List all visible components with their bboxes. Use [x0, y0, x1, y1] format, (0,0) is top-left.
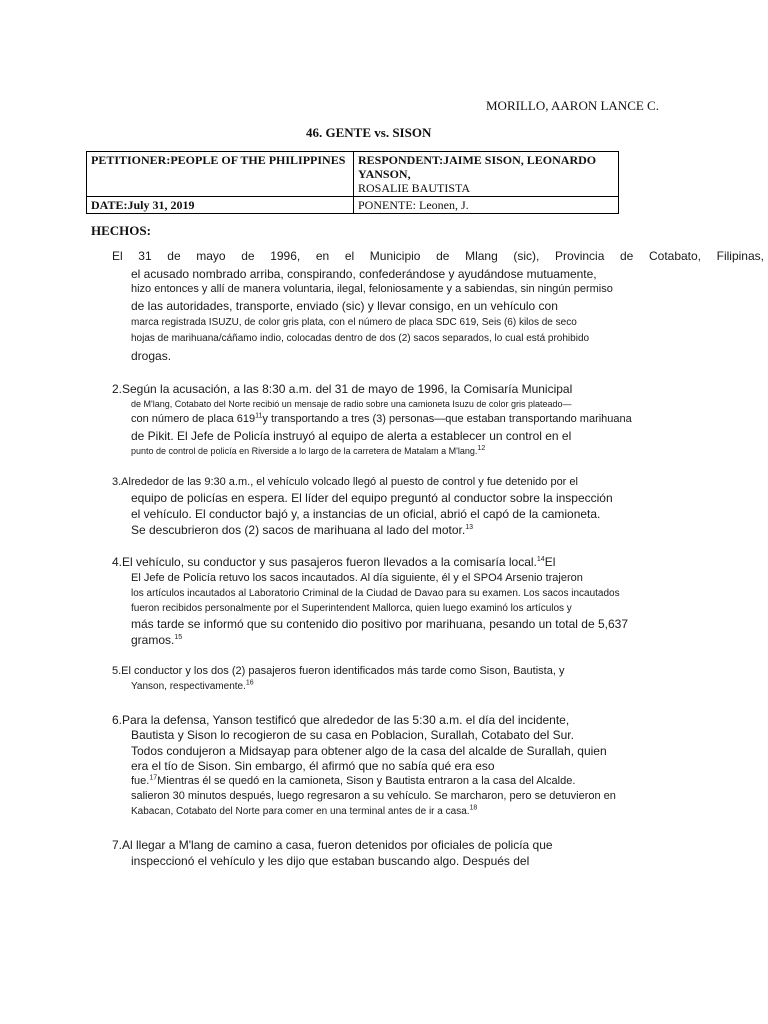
text-line: inspeccionó el vehículo y les dijo que estaban buscando algo. Después del — [131, 854, 530, 868]
text-segment: y transportando a tres (3) personas—que estaban transportando marihuana — [262, 413, 632, 425]
footnote-ref[interactable]: 13 — [465, 524, 473, 531]
text-line — [131, 523, 473, 537]
text-line — [131, 806, 477, 817]
text-line — [131, 633, 182, 647]
text-line: El 31 de mayo de 1996, en el Municipio de Mlang (sic), Provincia de Cotabato, Filipinas, — [112, 249, 764, 263]
text-segment: gramos. — [131, 633, 175, 647]
footnote-ref[interactable]: 18 — [469, 804, 478, 812]
text-line: los artículos incautados al Laboratorio Criminal de la Ciudad de Davao para su examen. Los sacos incautados — [131, 588, 620, 599]
text-line: Todos condujeron a Midsayap para obtener algo de la casa del alcalde de Surallah, quien — [131, 744, 607, 758]
footnote-ref[interactable]: 14 — [536, 556, 545, 563]
text-line: equipo de policías en espera. El líder del equipo preguntó al conductor sobre la inspección — [131, 491, 613, 505]
text-line — [131, 413, 632, 425]
footnote-ref[interactable]: 11 — [255, 412, 263, 420]
text-line: 2.Según la acusación, a las 8:30 a.m. del 31 de mayo de 1996, la Comisaría Municipal — [112, 382, 573, 396]
text-segment: Kabacan, Cotabato del Norte para comer en una terminal antes de ir a casa. — [131, 806, 470, 817]
text-line: de Pikit. El Jefe de Policía instruyó al equipo de alerta a establecer un control en el — [131, 429, 572, 443]
text-segment: punto de control de policía en Riverside a lo largo de la carretera de Matalam a M'lang. — [131, 446, 478, 456]
text-line: 3.Alrededor de las 9:30 a.m., el vehículo volcado llegó al puesto de control y fue detenido por el — [112, 476, 578, 488]
respondent-line: ROSALIE BAUTISTA — [358, 181, 471, 195]
text-line: drogas. — [131, 349, 172, 363]
text-segment: Yanson, respectivamente. — [131, 681, 246, 692]
text-line: de M'lang, Cotabato del Norte recibió un mensaje de radio sobre una camioneta Isuzu de color gris plateado— — [131, 399, 572, 409]
text-line: fueron recibidos personalmente por el Superintendent Mallorca, quien luego examinó los artículos y — [131, 603, 572, 614]
footnote-ref[interactable]: 17 — [149, 774, 158, 782]
text-line — [131, 681, 254, 692]
text-line: 5.El conductor y los dos (2) pasajeros fueron identificados más tarde como Sison, Bautista, y — [112, 665, 565, 677]
footnote-ref[interactable]: 15 — [174, 634, 183, 641]
author-name: MORILLO, AARON LANCE C. — [486, 98, 659, 113]
text-line: salieron 30 minutos después, luego regresaron a su vehículo. Se marcharon, pero se detuvieron en — [131, 790, 616, 802]
text-line — [131, 446, 485, 456]
text-line: hizo entonces y allí de manera voluntaria, ilegal, feloniosamente y a sabiendas, sin ningún permiso — [131, 283, 613, 295]
ponente-cell: PONENTE: Leonen, J. — [354, 197, 619, 214]
table-row — [87, 197, 619, 214]
text-segment: Mientras él se quedó en la camioneta, Sison y Bautista entraron a la casa del Alcalde. — [157, 775, 576, 787]
text-segment: 4.El vehículo, su conductor y sus pasajeros fueron llevados a la comisaría local. — [112, 555, 537, 569]
date-cell: DATE:July 31, 2019 — [87, 197, 354, 214]
table-row — [87, 152, 619, 197]
text-line: el vehículo. El conductor bajó y, a instancias de un oficial, abrió el capó de la camioneta. — [131, 507, 601, 521]
text-line: 7.Al llegar a M'lang de camino a casa, fueron detenidos por oficiales de policía que — [112, 838, 553, 852]
respondent-cell — [354, 152, 619, 197]
footnote-ref[interactable]: 12 — [477, 445, 486, 452]
section-heading: HECHOS: — [91, 223, 151, 238]
text-segment: Se descubrieron dos (2) sacos de marihuana al lado del motor. — [131, 523, 466, 537]
text-line — [131, 775, 575, 787]
text-line — [112, 555, 555, 569]
text-segment: El — [544, 555, 556, 569]
text-line: era el tío de Sison. Sin embargo, él afirmó que no sabía qué era eso — [131, 759, 495, 773]
text-line: hojas de marihuana/cáñamo indio, colocadas dentro de dos (2) sacos separados, lo cual está prohibido — [131, 333, 590, 344]
footnote-ref[interactable]: 16 — [245, 679, 254, 687]
text-line: 6.Para la defensa, Yanson testificó que alrededor de las 5:30 a.m. el día del incidente, — [112, 713, 570, 727]
text-line: de las autoridades, transporte, enviado (sic) y llevar consigo, en un vehículo con — [131, 299, 558, 313]
text-line: El Jefe de Policía retuvo los sacos incautados. Al día siguiente, él y el SPO4 Arsenio trajeron — [131, 572, 583, 584]
text-segment: fue. — [131, 775, 150, 787]
case-title: 46. GENTE vs. SISON — [306, 125, 432, 140]
case-info-table — [86, 151, 619, 214]
respondent-line: RESPONDENT:JAIME SISON, LEONARDO YANSON, — [358, 153, 597, 181]
text-line: el acusado nombrado arriba, conspirando, confederándose y ayudándose mutuamente, — [131, 267, 597, 281]
text-line: más tarde se informó que su contenido dio positivo por marihuana, pesando un total de 5,637 — [131, 617, 628, 631]
text-line: Bautista y Sison lo recogieron de su casa en Poblacion, Surallah, Cotabato del Sur. — [131, 728, 574, 742]
text-line: marca registrada ISUZU, de color gris plata, con el número de placa SDC 619, Seis (6) kilos de seco — [131, 317, 577, 328]
petitioner-cell: PETITIONER:PEOPLE OF THE PHILIPPINES — [87, 152, 354, 197]
text-segment: con número de placa 619 — [131, 413, 256, 425]
